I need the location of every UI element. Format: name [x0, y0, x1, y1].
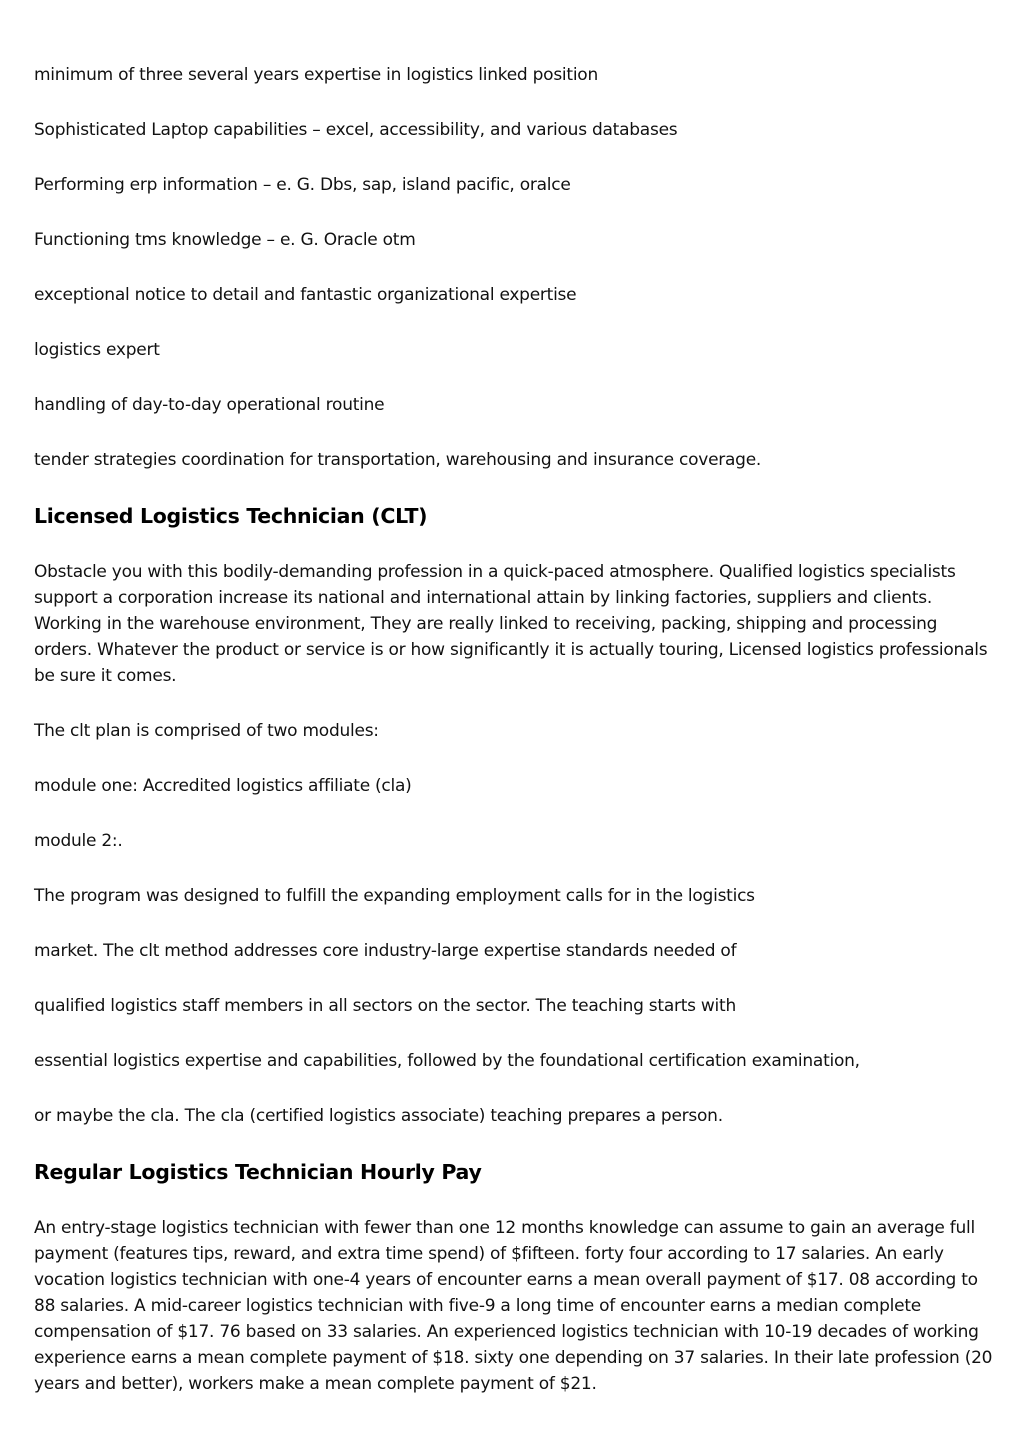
- clt-plan-text: The clt plan is comprised of two modules:: [34, 721, 379, 741]
- clt-section-heading: Licensed Logistics Technician (CLT): [34, 504, 428, 528]
- requirement-item: Sophisticated Laptop capabilities – excel, accessibility, and various databases: [34, 120, 678, 140]
- requirement-item: logistics expert: [34, 340, 160, 360]
- clt-body-line: The program was designed to fulfill the expanding employment calls for in the logistics: [34, 886, 755, 906]
- pay-paragraph: An entry-stage logistics technician with fewer than one 12 months knowledge can assume to gain an average full payment (features tips, reward, and extra time spend) of $fifteen. forty four according to 17 salaries. An early vocation logistics technician with one-4 years of encounter earns a mean overall payment of $17. 08 according to 88 salaries. A mid-career logistics technician with five-9 a long time of encounter earns a median complete compensation of $17. 76 based on 33 salaries. An experienced logistics technician with 10-19 decades of working experience earns a mean complete payment of $18. sixty one depending on 37 salaries. In their late profession (20 years and better), workers make a mean complete payment of $21.: [34, 1218, 993, 1394]
- clt-body-line: or maybe the cla. The cla (certified logistics associate) teaching prepares a person.: [34, 1106, 723, 1126]
- requirement-item: Functioning tms knowledge – e. G. Oracle otm: [34, 230, 416, 250]
- requirement-item: tender strategies coordination for transportation, warehousing and insurance coverage.: [34, 450, 762, 470]
- requirement-item: handling of day-to-day operational routine: [34, 395, 385, 415]
- pay-section-heading: Regular Logistics Technician Hourly Pay: [34, 1160, 482, 1184]
- clt-body-line: essential logistics expertise and capabilities, followed by the foundational certification examination,: [34, 1051, 860, 1071]
- module-one-text: module one: Accredited logistics affiliate (cla): [34, 776, 412, 796]
- clt-body-line: qualified logistics staff members in all sectors on the sector. The teaching starts with: [34, 996, 736, 1016]
- module-two-text: module 2:.: [34, 831, 123, 851]
- requirement-item: minimum of three several years expertise in logistics linked position: [34, 65, 598, 85]
- requirement-item: exceptional notice to detail and fantastic organizational expertise: [34, 285, 577, 305]
- clt-intro-paragraph: Obstacle you with this bodily-demanding profession in a quick-paced atmosphere. Qualified logistics specialists support a corporation increase its national and international attain by linking factories, suppliers and clients. Working in the warehouse environment, They are really linked to receiving, packing, shipping and processing orders. Whatever the product or service is or how significantly it is actually touring, Licensed logistics professionals be sure it comes.: [34, 562, 988, 686]
- clt-body-line: market. The clt method addresses core industry-large expertise standards needed of: [34, 941, 737, 961]
- requirement-item: Performing erp information – e. G. Dbs, sap, island pacific, oralce: [34, 175, 571, 195]
